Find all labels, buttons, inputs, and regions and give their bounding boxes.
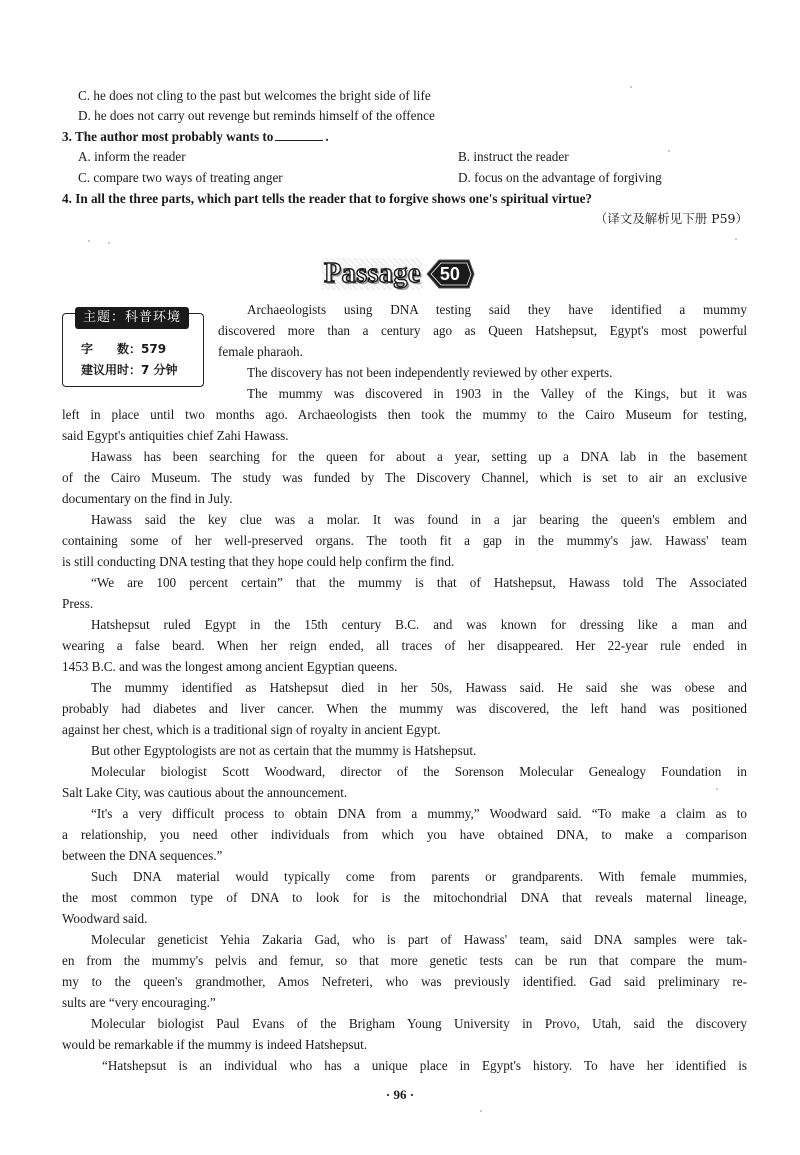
body-line: is still conducting DNA testing that they hope could help confirm the find. <box>62 554 455 569</box>
body-line: female pharaoh. <box>218 344 303 359</box>
body-line: “It's a very difficult process to obtain DNA from a mummy,” Woodward said. “To make a claim as to <box>91 806 747 821</box>
body-line: Hawass has been searching for the queen for about a year, setting up a DNA lab in the basement <box>91 449 747 464</box>
suggested-time: 建议用时：7 分钟 <box>81 363 178 377</box>
q3-option-a: A. inform the reader <box>78 149 186 164</box>
body-line: 1453 B.C. and was the longest among ancient Egyptian queens. <box>62 659 398 674</box>
scan-speck <box>108 242 110 244</box>
passage-heading <box>322 256 475 292</box>
option-c-prev: C. he does not cling to the past but welcomes the bright side of life <box>78 88 431 103</box>
body-line: Such DNA material would typically come from parents or grandparents. With female mummies, <box>91 869 747 884</box>
body-line: left in place until two months ago. Archaeologists then took the mummy to the Cairo Museum for testing, <box>62 407 747 422</box>
passage-number-badge <box>425 257 475 291</box>
q3-option-c: C. compare two ways of treating anger <box>78 170 283 185</box>
body-line: The discovery has not been independently reviewed by other experts. <box>247 365 613 380</box>
option-d-prev: D. he does not carry out revenge but reminds himself of the offence <box>78 108 435 123</box>
question-3-stem: 3. The author most probably wants to <box>62 129 274 144</box>
body-line: would be remarkable if the mummy is indeed Hatshepsut. <box>62 1037 368 1052</box>
body-line: the most common type of DNA to look for is the mitochondrial DNA that reveals maternal lineage, <box>62 890 747 905</box>
body-line: sults are “very encouraging.” <box>62 995 216 1010</box>
passage-number: 50 <box>439 263 460 284</box>
body-line: wearing a false beard. When her reign ended, all traces of her disappeared. Her 22-year rule ended in <box>62 638 747 653</box>
body-line: discovered more than a century ago as Queen Hatshepsut, Egypt's most powerful <box>218 323 747 338</box>
scan-speck <box>668 150 670 152</box>
answer-reference: （译文及解析见下册 P59） <box>594 211 748 226</box>
body-line: probably had diabetes and liver cancer. When the mummy was discovered, the left hand was positioned <box>62 701 747 716</box>
question-3 <box>62 127 329 147</box>
body-line: containing some of her well-preserved organs. The tooth fit a gap in the mummy's jaw. Hawass' team <box>62 533 747 548</box>
body-line: en from the mummy's pelvis and femur, so that more genetic tests can be run that compare the mum- <box>62 953 747 968</box>
body-line: a relationship, you need other individuals from which you have obtained DNA, to make a comparison <box>62 827 747 842</box>
topic-info-box <box>62 310 204 387</box>
scan-speck <box>735 238 737 240</box>
page-number: · 96 · <box>385 1087 415 1102</box>
body-line: Hawass said the key clue was a molar. It was found in a jar bearing the queen's emblem and <box>91 512 747 527</box>
body-line: “Hatshepsut is an individual who has a unique place in Egypt's history. To have her identified is <box>102 1058 747 1073</box>
body-line: The mummy identified as Hatshepsut died in her 50s, Hawass said. He said she was obese and <box>91 680 747 695</box>
q3-option-d: D. focus on the advantage of forgiving <box>458 170 662 185</box>
body-line: of the Cairo Museum. The study was funded by The Discovery Channel, which is set to air an exclusive <box>62 470 747 485</box>
body-line: Salt Lake City, was cautious about the announcement. <box>62 785 348 800</box>
body-line: documentary on the find in July. <box>62 491 233 506</box>
body-line: Woodward said. <box>62 911 148 926</box>
body-line: Molecular geneticist Yehia Zakaria Gad, who is part of Hawass' team, said DNA samples were tak- <box>91 932 747 947</box>
q3-option-b: B. instruct the reader <box>458 149 569 164</box>
body-line: Press. <box>62 596 94 611</box>
body-line: “We are 100 percent certain” that the mummy is that of Hatshepsut, Hawass told The Associated <box>91 575 747 590</box>
body-line: against her chest, which is a traditional sign of royalty in ancient Egypt. <box>62 722 441 737</box>
scan-speck <box>716 788 718 790</box>
body-line: But other Egyptologists are not as certain that the mummy is Hatshepsut. <box>91 743 477 758</box>
question-3-end: . <box>325 129 329 144</box>
topic-title: 主题：科普环境 <box>75 307 189 329</box>
body-line: The mummy was discovered in 1903 in the Valley of the Kings, but it was <box>247 386 747 401</box>
body-line: Molecular biologist Paul Evans of the Brigham Young University in Provo, Utah, said the discovery <box>91 1016 747 1031</box>
scan-speck <box>630 86 632 88</box>
body-line: Archaeologists using DNA testing said they have identified a mummy <box>247 302 747 317</box>
scan-speck <box>480 1110 482 1112</box>
body-line: Molecular biologist Scott Woodward, director of the Sorenson Molecular Genealogy Foundation in <box>91 764 747 779</box>
body-line: between the DNA sequences.” <box>62 848 223 863</box>
passage-label: Passage <box>324 258 421 289</box>
body-line: Hatshepsut ruled Egypt in the 15th century B.C. and was known for dressing like a man and <box>91 617 747 632</box>
word-count: 字 数：579 <box>81 342 167 356</box>
body-line: my to the queen's grandmother, Amos Nefreteri, who was previously identified. Gad said preliminary re- <box>62 974 747 989</box>
body-line: said Egypt's antiquities chief Zahi Hawass. <box>62 428 289 443</box>
scan-speck <box>88 240 90 242</box>
question-4: 4. In all the three parts, which part tells the reader that to forgive shows one's spiritual virtue? <box>62 191 593 206</box>
answer-blank <box>275 128 323 141</box>
